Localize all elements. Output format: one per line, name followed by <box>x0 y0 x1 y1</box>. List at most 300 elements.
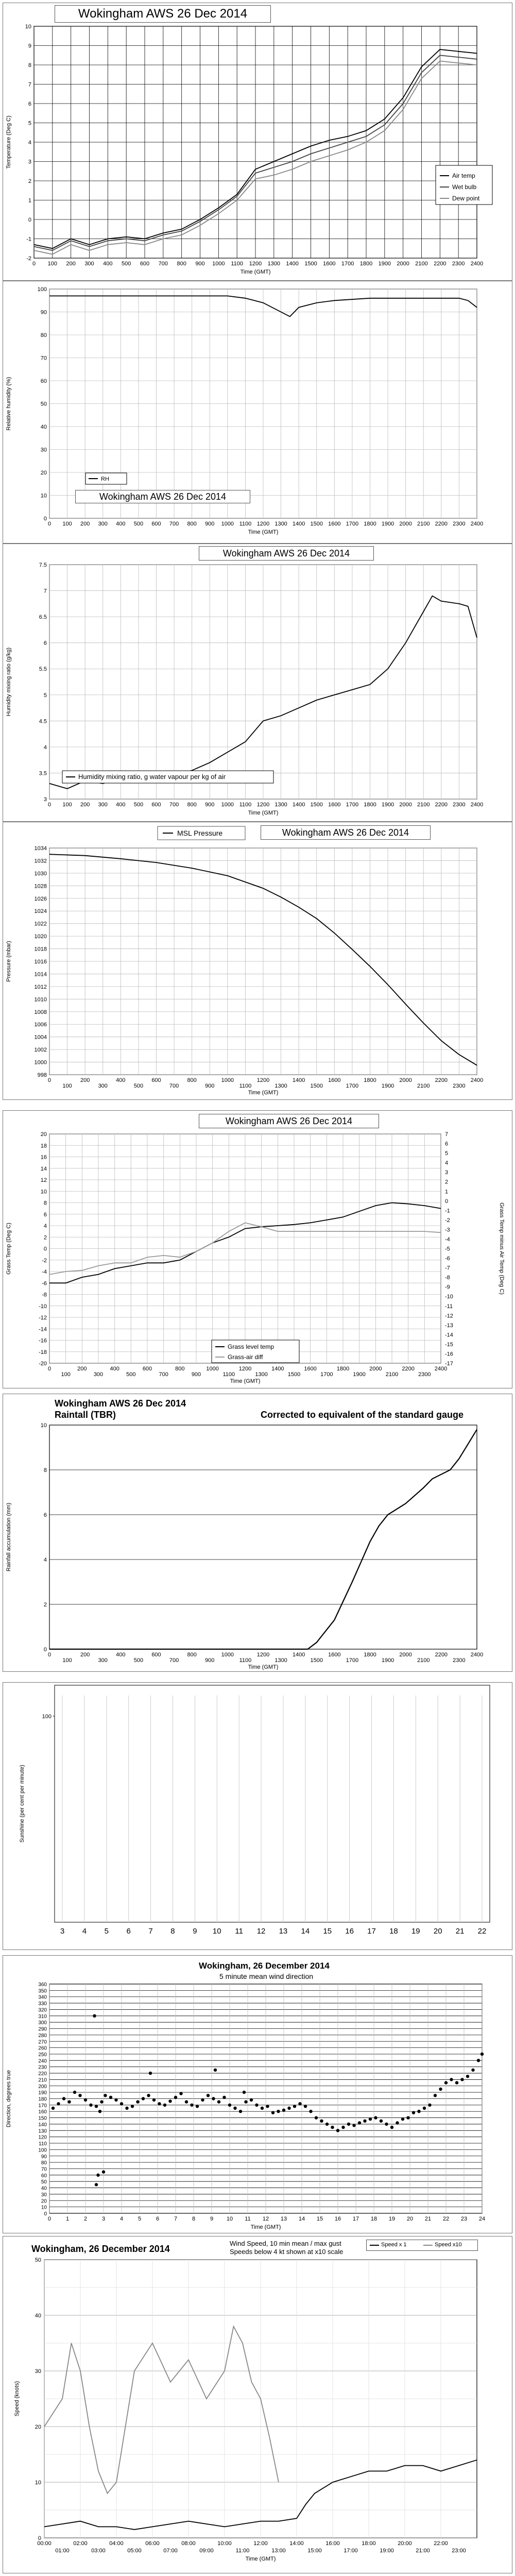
x-tick-label: 10 <box>212 1927 221 1936</box>
y-tick-label: 0 <box>28 217 31 223</box>
y-tick-label: 7 <box>28 81 31 88</box>
x-tick-label: 2400 <box>434 1366 448 1372</box>
x-tick-label: 2200 <box>435 1077 448 1083</box>
x-tick-label: 1500 <box>310 802 323 808</box>
y-tick-label: 8 <box>28 62 31 69</box>
y-tick-label: 10 <box>25 24 31 30</box>
x-tick-label: 2300 <box>418 1371 431 1378</box>
x-tick-label: 1200 <box>238 1366 252 1372</box>
x-tick-label: 3 <box>60 1927 65 1936</box>
direction-point <box>450 2078 453 2081</box>
x-tick-label: 2100 <box>417 1083 430 1089</box>
y-tick-label: 50 <box>41 2179 47 2185</box>
x-tick-label-top: 02:00 <box>73 2540 88 2547</box>
x-tick-label: 1000 <box>212 261 225 267</box>
direction-point <box>277 2110 280 2113</box>
x-tick-label: 0 <box>47 1652 52 1658</box>
x-tick-label: 800 <box>187 1077 197 1083</box>
x-tick-label: 1500 <box>287 1371 301 1378</box>
x-tick-label: 8 <box>170 1927 175 1936</box>
y-tick-label: 30 <box>35 2368 41 2375</box>
x-axis-label: Time (GMT) <box>230 1378 261 1384</box>
y-tick-label: 14 <box>40 1165 47 1172</box>
x-tick-label: 1100 <box>239 1083 252 1089</box>
x-tick-label: 700 <box>169 1657 179 1664</box>
y-tick-label: 16 <box>40 1154 47 1161</box>
y-tick-label: 10 <box>35 2480 41 2486</box>
x-tick-label: 1000 <box>221 802 234 808</box>
x-tick-label: 800 <box>177 261 186 267</box>
y-tick-label: 0 <box>43 1647 47 1653</box>
x-tick-label: 1800 <box>364 802 376 808</box>
y-tick-label: 6 <box>28 101 31 107</box>
x-tick-label: 300 <box>93 1371 104 1378</box>
direction-point <box>174 2096 177 2099</box>
y-tick-label: 110 <box>39 2141 47 2147</box>
x-tick-label: 500 <box>121 261 131 267</box>
x-tick-label: 2300 <box>452 261 465 267</box>
y2-tick-label: -3 <box>445 1227 450 1233</box>
x-axis-label: Time (GMT) <box>250 2224 281 2230</box>
x-tick-label: 3 <box>101 2216 106 2222</box>
y2-tick-label: 1 <box>445 1189 449 1195</box>
y-tick-label: 160 <box>38 2109 47 2115</box>
y-tick-label: 6 <box>43 640 47 647</box>
x-tick-label: 800 <box>187 1652 197 1658</box>
x-tick-label: 1600 <box>328 802 341 808</box>
x-tick-label: 1900 <box>353 1371 366 1378</box>
x-tick-label: 21 <box>424 2216 432 2222</box>
x-tick-label: 2400 <box>470 521 484 527</box>
y-tick-label: 4 <box>43 744 47 751</box>
grass-temp-chart-title: Wokingham AWS 26 Dec 2014 <box>199 1114 379 1128</box>
x-tick-label: 300 <box>98 802 108 808</box>
x-tick-label: 1900 <box>381 802 394 808</box>
x-tick-label: 2300 <box>453 521 466 527</box>
x-tick-label: 15 <box>316 2216 323 2222</box>
y2-tick-label: -14 <box>445 1332 453 1338</box>
y-tick-label: 310 <box>38 2013 47 2020</box>
x-tick-label: 1300 <box>274 1657 287 1664</box>
direction-point <box>480 2053 484 2056</box>
y-tick-label: 200 <box>38 2083 47 2090</box>
wind-direction-chart-subtitle: 5 minute mean wind direction <box>219 1972 314 1980</box>
plot-area <box>49 1425 477 1649</box>
x-tick-label: 17 <box>352 2216 359 2222</box>
y2-tick-label: 3 <box>445 1170 449 1176</box>
y-tick-label: 1016 <box>34 959 47 965</box>
y-tick-label: 100 <box>38 2147 47 2154</box>
y-tick-label: 70 <box>40 355 47 362</box>
x-tick-label-top: 16:00 <box>325 2540 340 2547</box>
x-tick-label: 600 <box>142 1366 152 1372</box>
y-tick-label: 998 <box>37 1072 47 1078</box>
x-tick-label: 500 <box>133 802 144 808</box>
direction-point <box>100 2100 103 2104</box>
y-tick-label: 3.5 <box>39 770 47 777</box>
rainfall-chart-subtitle: Raintall (TBR) <box>55 1410 116 1420</box>
x-tick-label-top: 08:00 <box>181 2540 196 2547</box>
direction-point <box>471 2069 474 2072</box>
x-tick-label: 800 <box>187 802 197 808</box>
y-tick-label: 40 <box>41 2185 47 2192</box>
y-tick-label: 5 <box>28 120 31 127</box>
direction-point <box>125 2107 128 2110</box>
y-tick-label: 300 <box>38 2020 47 2026</box>
direction-point <box>466 2075 469 2078</box>
x-tick-label: 1700 <box>346 802 359 808</box>
x-tick-label: 1100 <box>222 1371 235 1378</box>
sunshine-chart-panel <box>3 1682 512 1950</box>
wind-speed-chart-subtitle-2: Speeds below 4 kt shown at x10 scale <box>230 2248 344 2256</box>
plot-area <box>55 1685 490 1922</box>
direction-point <box>95 2183 98 2186</box>
x-tick-label: 5 <box>138 2216 142 2222</box>
y-tick-label: -1 <box>26 236 31 243</box>
y-tick-label: -12 <box>39 1315 47 1321</box>
y2-tick-label: 0 <box>445 1198 449 1205</box>
direction-point <box>95 2105 98 2108</box>
x-tick-label: 2000 <box>399 802 412 808</box>
y-tick-label: 180 <box>38 2096 47 2103</box>
x-tick-label: 1100 <box>239 521 252 527</box>
y-tick-label: 0 <box>43 1246 47 1252</box>
x-tick-label-top: 14:00 <box>289 2540 304 2547</box>
humidity-chart-title: Wokingham AWS 26 Dec 2014 <box>75 490 250 503</box>
y-tick-label: 1022 <box>34 921 47 927</box>
y-tick-label: 280 <box>38 2032 47 2039</box>
x-tick-label: 400 <box>103 261 113 267</box>
x-tick-label: 13 <box>280 2216 287 2222</box>
x-tick-label: 1700 <box>341 261 354 267</box>
direction-point <box>352 2124 355 2127</box>
direction-point <box>185 2100 188 2104</box>
y2-tick-label: -6 <box>445 1256 450 1262</box>
direction-point <box>255 2104 258 2107</box>
y-axis-label: Pressure (mbar) <box>6 941 12 982</box>
direction-point <box>401 2117 404 2121</box>
y-axis-label: Rainfall accumulation (mm) <box>6 1502 12 1572</box>
direction-point <box>428 2104 431 2107</box>
x-tick-label: 400 <box>110 1366 119 1372</box>
x-tick-label: 100 <box>62 1657 72 1664</box>
y-tick-label: 170 <box>38 2103 47 2109</box>
y-tick-label: 80 <box>40 332 47 338</box>
y-tick-label: 10 <box>41 2205 47 2211</box>
y-tick-label: 10 <box>40 1422 47 1429</box>
x-tick-label: 14 <box>298 2216 305 2222</box>
direction-point <box>214 2069 217 2072</box>
x-axis-label: Time (GMT) <box>248 1090 279 1096</box>
x-tick-label: 1800 <box>364 1077 376 1083</box>
direction-point <box>196 2105 199 2108</box>
x-tick-label: 1700 <box>320 1371 333 1378</box>
y-tick-label: 6.5 <box>39 614 47 621</box>
y2-tick-label: -4 <box>445 1236 450 1243</box>
y-tick-label: 1004 <box>34 1034 47 1041</box>
direction-point <box>417 2110 420 2113</box>
x-tick-label-bottom: 15:00 <box>307 2548 322 2554</box>
x-tick-label: 1400 <box>292 1652 305 1658</box>
x-tick-label-top: 04:00 <box>109 2540 124 2547</box>
y-tick-label: 1020 <box>34 934 47 940</box>
direction-point <box>102 2171 105 2174</box>
x-tick-label-bottom: 13:00 <box>271 2548 286 2554</box>
y2-axis-label: Grass Temp minus Air Temp (Deg C) <box>499 1202 505 1295</box>
y-tick-label: 0 <box>43 516 47 522</box>
x-tick-label: 1900 <box>381 1657 394 1664</box>
y-tick-label: 320 <box>38 2007 47 2013</box>
direction-point <box>363 2120 366 2123</box>
x-tick-label: 900 <box>191 1371 201 1378</box>
x-tick-label: 0 <box>47 2216 52 2222</box>
x-tick-label: 200 <box>80 802 90 808</box>
direction-point <box>412 2111 415 2114</box>
direction-point <box>320 2120 323 2123</box>
direction-point <box>336 2129 339 2132</box>
y-tick-label: 90 <box>41 2154 47 2160</box>
direction-point <box>201 2098 204 2102</box>
direction-point <box>298 2102 301 2105</box>
x-tick-label: 12 <box>262 2216 269 2222</box>
y-tick-label: 270 <box>38 2039 47 2045</box>
x-tick-label: 2200 <box>434 261 447 267</box>
y-tick-label: 20 <box>40 470 47 476</box>
x-tick-label: 1900 <box>381 1083 394 1089</box>
direction-point <box>67 2100 71 2104</box>
direction-point <box>207 2094 210 2097</box>
x-tick-label: 500 <box>133 1083 144 1089</box>
x-tick-label: 600 <box>151 802 161 808</box>
y-tick-label: -2 <box>42 1257 47 1264</box>
x-tick-label: 1300 <box>274 802 287 808</box>
y-tick-label: 1000 <box>34 1059 47 1066</box>
y-tick-label: 1024 <box>34 908 47 915</box>
x-tick-label-bottom: 05:00 <box>127 2548 142 2554</box>
direction-point <box>114 2098 117 2102</box>
x-tick-label-bottom: 03:00 <box>91 2548 106 2554</box>
y-tick-label: 1030 <box>34 870 47 877</box>
x-tick-label: 1700 <box>346 521 359 527</box>
x-tick-label: 7 <box>174 2216 178 2222</box>
direction-point <box>222 2096 226 2099</box>
x-tick-label: 1600 <box>328 521 341 527</box>
x-tick-label: 2200 <box>435 1652 448 1658</box>
y2-tick-label: -13 <box>445 1322 453 1329</box>
x-tick-label-bottom: 23:00 <box>452 2548 466 2554</box>
y-tick-label: 8 <box>43 1467 47 1473</box>
x-tick-label: 400 <box>116 521 126 527</box>
y-tick-label: 10 <box>40 1189 47 1195</box>
x-tick-label: 900 <box>205 802 215 808</box>
direction-point <box>136 2100 139 2104</box>
y-tick-label: -10 <box>39 1303 47 1310</box>
y2-tick-label: -8 <box>445 1275 450 1281</box>
x-tick-label: 300 <box>98 521 108 527</box>
direction-point <box>168 2099 171 2103</box>
x-tick-label: 100 <box>62 802 72 808</box>
y2-tick-label: -7 <box>445 1265 450 1272</box>
x-tick-label: 1200 <box>256 1652 270 1658</box>
x-tick-label: 400 <box>116 1077 126 1083</box>
y2-tick-label: -12 <box>445 1313 453 1319</box>
direction-point <box>396 2121 399 2124</box>
x-tick-label: 20 <box>406 2216 414 2222</box>
rainfall-chart-panel <box>3 1394 512 1672</box>
direction-point <box>147 2094 150 2097</box>
direction-point <box>84 2098 87 2102</box>
x-tick-label: 900 <box>205 1083 215 1089</box>
temperature-chart-title: Wokingham AWS 26 Dec 2014 <box>55 5 271 23</box>
y-tick-label: 2 <box>43 1234 47 1241</box>
x-tick-label: 2000 <box>369 1366 382 1372</box>
direction-point <box>57 2102 60 2105</box>
direction-point <box>104 2094 107 2097</box>
direction-point <box>62 2097 65 2100</box>
x-tick-label: 2200 <box>435 802 448 808</box>
temperature-chart-panel <box>3 3 512 281</box>
y-tick-label: 340 <box>38 1994 47 2001</box>
direction-point <box>73 2091 76 2094</box>
x-tick-label-bottom: 19:00 <box>380 2548 394 2554</box>
grass-temp-chart-panel <box>3 1110 512 1388</box>
y-axis-label: Relative humidity (%) <box>6 377 12 431</box>
mixing-ratio-chart-title: Wokingham AWS 26 Dec 2014 <box>199 546 374 561</box>
x-tick-label: 10 <box>226 2216 233 2222</box>
x-tick-label: 1 <box>65 2216 70 2222</box>
x-tick-label: 2400 <box>470 802 484 808</box>
x-tick-label: 0 <box>47 1077 52 1083</box>
legend-label: Wet bulb <box>452 183 477 191</box>
rainfall-chart <box>3 1394 512 1671</box>
y-tick-label: 20 <box>40 1131 47 1138</box>
y-tick-label: 330 <box>38 2001 47 2007</box>
y-tick-label: 1034 <box>34 845 47 852</box>
y-tick-label: -18 <box>39 1349 47 1355</box>
y-tick-label: 120 <box>38 2134 47 2141</box>
x-tick-label: 2400 <box>470 1652 484 1658</box>
x-tick-label: 12 <box>256 1927 266 1936</box>
x-tick-label: 200 <box>77 1366 87 1372</box>
x-tick-label-top: 22:00 <box>434 2540 448 2547</box>
rainfall-chart-title: Wokingham AWS 26 Dec 2014 <box>55 1398 186 1409</box>
y-tick-label: 290 <box>38 2026 47 2032</box>
y-tick-label: -14 <box>39 1326 47 1333</box>
x-tick-label: 11 <box>235 1927 243 1936</box>
y-tick-label: 20 <box>35 2424 41 2430</box>
y-tick-label: 12 <box>40 1177 47 1183</box>
y-tick-label: 0 <box>38 2535 41 2541</box>
x-tick-label: 1500 <box>310 521 323 527</box>
x-tick-label: 1800 <box>336 1366 350 1372</box>
x-tick-label: 600 <box>151 1652 161 1658</box>
direction-point <box>460 2078 464 2081</box>
x-tick-label: 300 <box>98 1083 108 1089</box>
y-tick-label: -8 <box>42 1292 47 1298</box>
x-tick-label: 9 <box>210 2216 214 2222</box>
x-tick-label: 800 <box>187 521 197 527</box>
y-tick-label: 130 <box>38 2128 47 2134</box>
y-tick-label: 1018 <box>34 946 47 953</box>
direction-point <box>266 2105 269 2108</box>
x-tick-label: 700 <box>158 261 168 267</box>
direction-point <box>271 2111 274 2114</box>
x-tick-label: 15 <box>323 1927 332 1936</box>
x-tick-label: 1700 <box>346 1657 359 1664</box>
x-tick-label: 2400 <box>470 261 484 267</box>
direction-point <box>282 2109 285 2112</box>
x-tick-label: 500 <box>133 1657 144 1664</box>
direction-point <box>120 2102 123 2105</box>
x-tick-label: 2200 <box>402 1366 415 1372</box>
x-tick-label: 16 <box>334 2216 341 2222</box>
legend-label: Grass-air diff <box>228 1353 263 1361</box>
direction-point <box>315 2116 318 2119</box>
y2-tick-label: 4 <box>445 1160 449 1166</box>
y-tick-label: -20 <box>39 1361 47 1367</box>
x-tick-label: 11 <box>245 2216 251 2222</box>
grass-temp-chart <box>3 1111 512 1388</box>
pressure-chart-title: Wokingham AWS 26 Dec 2014 <box>261 825 431 840</box>
direction-point <box>423 2107 426 2110</box>
y-tick-label: 5.5 <box>39 666 47 673</box>
x-tick-label: 300 <box>84 261 94 267</box>
y-tick-label: 5 <box>43 692 47 699</box>
x-tick-label-top: 12:00 <box>253 2540 268 2547</box>
x-tick-label: 100 <box>47 261 58 267</box>
x-tick-label: 6 <box>126 1927 131 1936</box>
y-tick-label: 4 <box>43 1557 47 1563</box>
direction-point <box>98 2110 101 2113</box>
y2-tick-label: -10 <box>445 1294 453 1300</box>
direction-point <box>347 2123 350 2126</box>
y-axis-label: Sunshine (per cent per minute) <box>19 1765 25 1843</box>
x-tick-label: 17 <box>367 1927 376 1936</box>
direction-point <box>380 2120 383 2123</box>
direction-point <box>341 2126 345 2129</box>
x-tick-label: 1500 <box>310 1083 323 1089</box>
y2-tick-label: -5 <box>445 1246 450 1252</box>
direction-point <box>158 2102 161 2105</box>
x-axis-label: Time (GMT) <box>245 2556 276 2562</box>
y-tick-label: 260 <box>38 2045 47 2052</box>
x-tick-label: 100 <box>62 521 72 527</box>
x-tick-label-top: 10:00 <box>217 2540 232 2547</box>
x-tick-label-top: 00:00 <box>37 2540 52 2547</box>
x-tick-label: 600 <box>140 261 150 267</box>
x-tick-label: 1400 <box>292 802 305 808</box>
x-tick-label: 0 <box>47 802 52 808</box>
y-tick-label: 350 <box>38 1988 47 1994</box>
x-tick-label: 2300 <box>453 802 466 808</box>
y2-tick-label: 7 <box>445 1131 449 1138</box>
x-tick-label: 1300 <box>255 1371 268 1378</box>
x-tick-label: 1300 <box>274 1083 287 1089</box>
y-axis-label: Direction, degrees true <box>6 2070 12 2128</box>
humidity-chart <box>3 281 512 543</box>
x-tick-label-top: 06:00 <box>145 2540 160 2547</box>
x-tick-label: 5 <box>104 1927 109 1936</box>
x-tick-label: 200 <box>80 1077 90 1083</box>
x-tick-label-bottom: 11:00 <box>235 2548 250 2554</box>
y-tick-label: 1032 <box>34 858 47 865</box>
x-tick-label: 1200 <box>249 261 262 267</box>
humidity-chart-panel <box>3 281 512 544</box>
y2-tick-label: -9 <box>445 1284 450 1291</box>
direction-point <box>385 2123 388 2126</box>
y2-tick-label: 5 <box>445 1150 449 1157</box>
x-tick-label: 1600 <box>328 1077 341 1083</box>
